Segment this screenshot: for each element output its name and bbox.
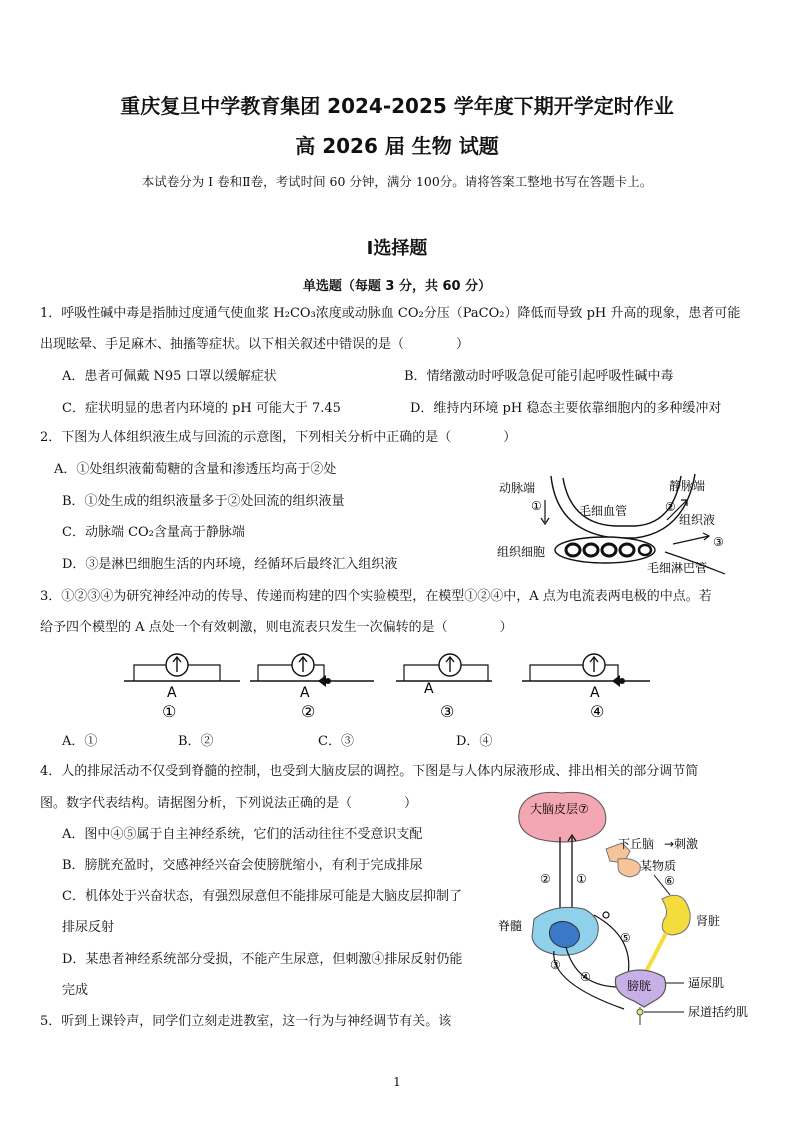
svg-text:A: A [424,681,434,697]
sphincter-mark [637,1009,643,1015]
model-4 [522,654,650,721]
exam-title: 重庆复旦中学教育集团 2024-2025 学年度下期开学定时作业 [120,94,674,118]
label-tissue-fluid: 组织液 [679,513,716,527]
model-3 [396,654,492,721]
q4-option-c-line2: 排尿反射 [62,920,115,935]
model-2 [250,654,374,721]
label-hypothalamus: 下丘脑 [618,837,655,851]
label-n2: ② [665,500,676,514]
label-capillary: 毛细血管 [579,504,628,518]
label-n1-tract: ① [576,872,587,886]
nerve-5 [594,915,629,975]
svg-text:A: A [167,685,177,701]
q1-option-a: A．患者可佩戴 N95 口罩以缓解症状 [62,369,277,384]
q4-option-a: A．图中④⑤属于自主神经系统，它们的活动往往不受意识支配 [62,827,423,842]
svg-text:A: A [590,685,600,701]
q4-option-b: B．膀胱充盈时，交感神经兴奋会使膀胱缩小，有利于完成排尿 [62,858,423,873]
q4-option-d-line2: 完成 [62,983,89,998]
exam-intro: 本试卷分为 I 卷和Ⅱ卷，考试时间 60 分钟，满分 100分。请将答案工整地书写在答题卡上。 [141,174,653,189]
q2-tissue-fluid-diagram [495,466,755,581]
svg-text:④: ④ [590,702,605,721]
q5-stem-line1: 5．听到上课铃声，同学们立刻走进教室，这一行为与神经调节有关。该 [40,1014,452,1029]
q3-option-d: D．④ [456,734,493,749]
q3-option-b: B．② [178,734,214,749]
q4-option-c-line1: C．机体处于兴奋状态，有强烈尿意但不能排尿可能是大脑皮层抑制了 [62,889,462,904]
label-detrusor: 逼尿肌 [688,976,725,990]
svg-text:A: A [300,685,310,701]
q1-option-d: D．维持内环境 pH 稳态主要依靠细胞内的多种缓冲对 [410,401,722,416]
ganglion [603,912,609,918]
q1-stem-line2: 出现眩晕、手足麻木、抽搐等症状。以下相关叙述中错误的是（ ） [40,337,470,352]
q3-stem-line1: 3．①②③④为研究神经冲动的传导、传递而构建的四个实验模型，在模型①②④中，A 点为电流表两电极的中点。若 [40,589,712,604]
label-kidney: 肾脏 [696,914,721,928]
q2-option-b: B．①处生成的组织液量多于②处回流的组织液量 [62,494,345,509]
brain-cortex [519,792,606,842]
label-n4: ④ [580,970,591,984]
q4-stem-line1: 4．人的排尿活动不仅受到脊髓的控制，也受到大脑皮层的调控。下图是与人体内尿液形成、排出相关的部分调节简 [40,764,699,779]
label-n5: ⑤ [620,931,631,945]
label-lymph-capillary: 毛细淋巴管 [647,561,708,575]
q1-option-c: C．症状明显的患者内环境的 pH 可能大于 7.45 [62,401,341,416]
exam-subtitle: 高 2026 届 生物 试题 [295,134,499,158]
label-stimulus: →刺激 [664,837,699,851]
svg-text:③: ③ [440,702,455,721]
q4-option-d-line1: D．某患者神经系统部分受损，不能产生尿意，但刺激④排尿反射仍能 [62,952,463,967]
q1-stem-line1: 1．呼吸性碱中毒是指肺过度通气使血浆 H₂CO₃浓度或动脉血 CO₂分压（PaCO₂）降低而导致 pH 升高的现象，患者可能 [40,306,741,321]
q2-stem: 2．下图为人体组织液生成与回流的示意图，下列相关分析中正确的是（ ） [40,430,517,445]
model-1 [124,654,240,721]
q3-option-c: C．③ [318,734,354,749]
pituitary [618,859,640,877]
arrow-3 [673,536,709,544]
label-n3: ③ [550,958,561,972]
label-n6: ⑥ [664,874,675,888]
label-spinal: 脊髓 [498,919,523,933]
tissue-cells [555,537,655,563]
svg-text:②: ② [301,702,316,721]
label-arterial: 动脉端 [499,481,536,495]
label-substance: 某物质 [640,859,677,873]
label-sphincter: 尿道括约肌 [688,1005,749,1019]
q2-option-c: C．动脉端 CO₂含量高于静脉端 [62,525,245,540]
label-tissue-cell: 组织细胞 [497,545,546,559]
q2-option-a: A．①处组织液葡萄糖的含量和渗透压均高于②处 [54,462,337,477]
q4-urination-regulation-diagram [494,787,762,1027]
label-n2-tract: ② [540,872,551,886]
page-number: 1 [393,1075,401,1089]
kidney [662,895,690,935]
capillary-outer-wall [563,476,681,526]
q3-option-a: A．① [62,734,98,749]
label-n1: ① [531,499,542,513]
q3-neuron-models-diagram [120,645,680,725]
label-n3: ③ [713,535,724,549]
section-title: Ⅰ选择题 [366,238,428,259]
q4-stem-line2: 图。数字代表结构。请据图分析，下列说法正确的是（ ） [40,796,418,811]
q3-stem-line2: 给予四个模型的 A 点处一个有效刺激，则电流表只发生一次偏转的是（ ） [40,620,513,635]
q2-option-d: D．③是淋巴细胞生活的内环境，经循环后最终汇入组织液 [62,557,398,572]
label-bladder: 膀胱 [627,979,652,993]
ureter [644,933,666,975]
label-cortex: 大脑皮层⑦ [530,802,589,816]
svg-text:①: ① [162,702,177,721]
section-subtitle: 单选题（每题 3 分，共 60 分） [302,279,492,294]
q1-option-b: B．情绪激动时呼吸急促可能引起呼吸性碱中毒 [404,369,674,384]
label-venous: 静脉端 [669,479,706,493]
